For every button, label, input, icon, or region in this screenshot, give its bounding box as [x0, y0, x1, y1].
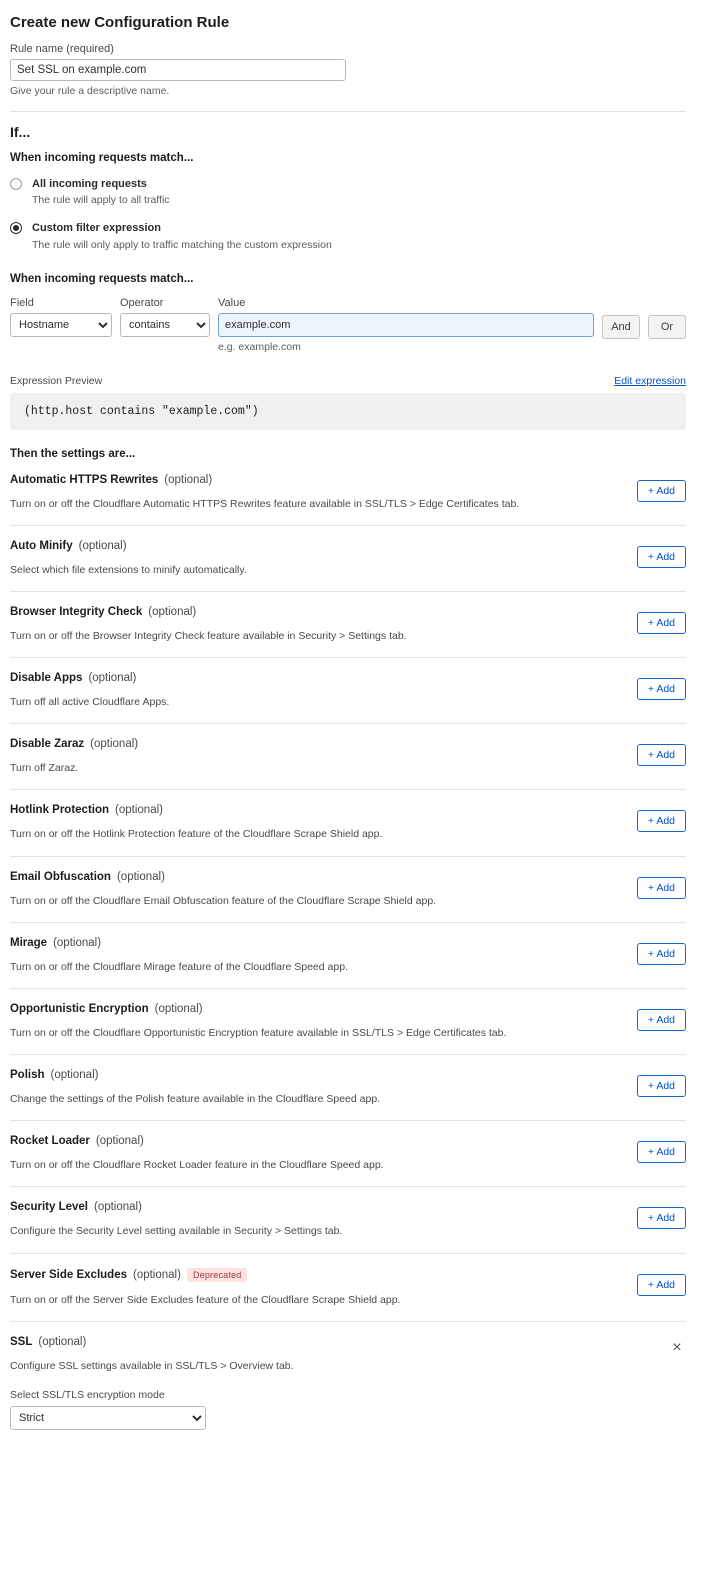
- add-button[interactable]: + Add: [637, 612, 686, 634]
- expression-preview-box: (http.host contains "example.com"): [10, 393, 686, 430]
- setting-row: [10, 1253, 686, 1321]
- setting-desc: Turn on or off the Cloudflare Email Obfuscation feature of the Cloudflare Scrape Shield app.: [10, 894, 437, 907]
- setting-desc: Select which file extensions to minify automatically.: [10, 563, 247, 576]
- setting-optional: (optional): [88, 672, 137, 685]
- value-hint: e.g. example.com: [218, 340, 301, 353]
- setting-desc: Turn on or off the Server Side Excludes feature of the Cloudflare Scrape Shield app.: [10, 1293, 401, 1306]
- radio-option-custom-filter[interactable]: [10, 220, 686, 250]
- add-button[interactable]: + Add: [637, 678, 686, 700]
- setting-title: Auto Minify: [10, 539, 73, 552]
- add-button[interactable]: + Add: [637, 810, 686, 832]
- setting-optional-ssl: (optional): [38, 1335, 87, 1348]
- setting-row: [10, 922, 686, 988]
- add-button[interactable]: + Add: [637, 480, 686, 502]
- add-button[interactable]: + Add: [637, 1141, 686, 1163]
- radio-desc-custom-filter: The rule will only apply to traffic matching the custom expression: [32, 238, 332, 251]
- setting-title: Automatic HTTPS Rewrites: [10, 473, 159, 486]
- setting-optional: (optional): [116, 870, 165, 883]
- setting-optional: (optional): [154, 1002, 203, 1015]
- setting-title: Mirage: [10, 936, 48, 949]
- setting-row-ssl: [10, 1321, 686, 1438]
- setting-desc: Turn on or off the Cloudflare Mirage feature of the Cloudflare Speed app.: [10, 960, 348, 973]
- setting-optional: (optional): [50, 1069, 99, 1082]
- setting-row: [10, 657, 686, 723]
- expression-match-heading: When incoming requests match...: [10, 272, 194, 285]
- add-button[interactable]: + Add: [637, 1009, 686, 1031]
- setting-title-ssl: SSL: [10, 1335, 33, 1348]
- setting-title: Server Side Excludes: [10, 1268, 127, 1281]
- settings-list: [10, 460, 686, 1438]
- setting-optional: (optional): [95, 1135, 144, 1148]
- or-button[interactable]: Or: [648, 315, 686, 339]
- operator-select[interactable]: [120, 313, 210, 337]
- radio-label-all-requests: All incoming requests: [32, 178, 147, 190]
- setting-optional: (optional): [53, 936, 102, 949]
- add-button[interactable]: + Add: [637, 943, 686, 965]
- if-section-heading: If...: [10, 124, 31, 140]
- setting-title: Email Obfuscation: [10, 870, 111, 883]
- field-select[interactable]: [10, 313, 112, 337]
- setting-row: [10, 1120, 686, 1186]
- setting-optional: (optional): [132, 1268, 181, 1281]
- page-title: Create new Configuration Rule: [10, 14, 230, 31]
- setting-desc: Turn off all active Cloudflare Apps.: [10, 696, 170, 709]
- setting-row: [10, 723, 686, 789]
- setting-desc: Change the settings of the Polish feature available in the Cloudflare Speed app.: [10, 1093, 381, 1106]
- setting-title: Disable Zaraz: [10, 738, 85, 751]
- setting-title: Disable Apps: [10, 672, 83, 685]
- setting-desc: Configure the Security Level setting available in Security > Settings tab.: [10, 1225, 343, 1238]
- setting-optional: (optional): [164, 473, 213, 486]
- add-button[interactable]: + Add: [637, 744, 686, 766]
- setting-row: [10, 525, 686, 591]
- setting-desc: Turn on or off the Browser Integrity Check feature available in Security > Settings tab.: [10, 629, 407, 642]
- operator-label: Operator: [120, 296, 164, 309]
- setting-desc: Turn on or off the Cloudflare Automatic HTTPS Rewrites feature available in SSL/TLS > Edge Certificates tab.: [10, 497, 520, 510]
- setting-row: [10, 1054, 686, 1120]
- radio-label-custom-filter: Custom filter expression: [32, 222, 161, 235]
- setting-title: Browser Integrity Check: [10, 605, 143, 618]
- add-button[interactable]: + Add: [637, 1075, 686, 1097]
- setting-row: [10, 591, 686, 657]
- add-button[interactable]: + Add: [637, 546, 686, 568]
- divider: [10, 111, 686, 112]
- add-button[interactable]: + Add: [637, 1274, 686, 1296]
- status-badge: Deprecated: [187, 1268, 248, 1282]
- value-input[interactable]: [218, 313, 594, 337]
- setting-desc: Turn off Zaraz.: [10, 762, 79, 775]
- radio-icon[interactable]: [10, 178, 22, 190]
- setting-optional: (optional): [115, 804, 163, 817]
- radio-option-all-requests[interactable]: [10, 176, 686, 206]
- setting-title: Security Level: [10, 1201, 88, 1214]
- radio-desc-all-requests: The rule will apply to all traffic: [32, 194, 170, 207]
- add-button[interactable]: + Add: [637, 877, 686, 899]
- setting-title: Rocket Loader: [10, 1135, 90, 1148]
- ssl-mode-label: Select SSL/TLS encryption mode: [10, 1389, 165, 1401]
- setting-row: [10, 856, 686, 922]
- expression-preview-label: Expression Preview: [10, 374, 103, 387]
- setting-desc: Turn on or off the Hotlink Protection feature of the Cloudflare Scrape Shield app.: [10, 828, 383, 841]
- field-label: Field: [10, 296, 34, 309]
- setting-title: Hotlink Protection: [10, 804, 110, 817]
- expression-builder-row: [10, 297, 686, 353]
- close-icon[interactable]: ×: [672, 1338, 682, 1356]
- setting-desc: Turn on or off the Cloudflare Rocket Loader feature in the Cloudflare Speed app.: [10, 1159, 384, 1172]
- edit-expression-link[interactable]: Edit expression: [614, 374, 686, 387]
- ssl-mode-select[interactable]: [10, 1406, 206, 1430]
- radio-icon-selected[interactable]: [10, 222, 22, 234]
- setting-optional: (optional): [78, 539, 127, 552]
- match-heading: When incoming requests match...: [10, 152, 194, 164]
- setting-title: Opportunistic Encryption: [10, 1002, 149, 1015]
- setting-optional: (optional): [93, 1201, 142, 1214]
- setting-optional: (optional): [90, 738, 139, 751]
- expression-preview-header: [10, 375, 686, 387]
- and-button[interactable]: And: [602, 315, 640, 339]
- rule-name-input[interactable]: [10, 59, 346, 81]
- setting-row: [10, 789, 686, 855]
- setting-desc-ssl: Configure SSL settings available in SSL/TLS > Overview tab.: [10, 1359, 294, 1372]
- value-label: Value: [218, 296, 246, 309]
- setting-title: Polish: [10, 1069, 45, 1082]
- setting-row: [10, 460, 686, 525]
- setting-desc: Turn on or off the Cloudflare Opportunistic Encryption feature available in SSL/TLS > Edge Certificates tab.: [10, 1026, 507, 1039]
- setting-row: [10, 1186, 686, 1252]
- setting-row: [10, 988, 686, 1054]
- add-button[interactable]: + Add: [637, 1207, 686, 1229]
- then-heading: Then the settings are...: [10, 447, 136, 460]
- rule-name-help: Give your rule a descriptive name.: [10, 85, 170, 97]
- rule-name-label: Rule name (required): [10, 43, 114, 55]
- setting-optional: (optional): [148, 605, 197, 618]
